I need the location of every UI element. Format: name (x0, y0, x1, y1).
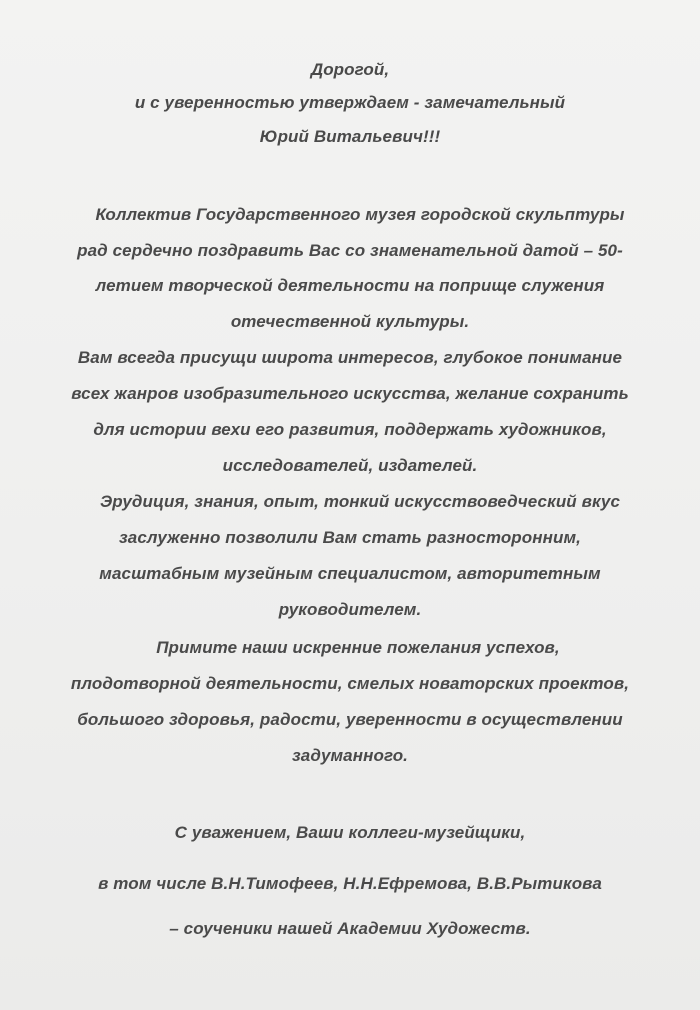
para2-line-4: исследователей, издателей. (222, 456, 478, 475)
para4-line-4: задуманного. (292, 746, 408, 765)
greeting-name: Юрий Витальевич!!! (259, 127, 441, 146)
para2-line-3: для истории вехи его развития, поддержать художников, (93, 420, 607, 439)
para1-line-2: рад сердечно поздравить Вас со знаменательной датой – 50- (77, 241, 623, 260)
para1-line-4: отечественной культуры. (230, 312, 470, 331)
greeting-line-1: Дорогой, (310, 60, 390, 79)
para4-line-1: Примите наши искренние пожелания успехов, (156, 638, 560, 657)
para3-line-3: масштабным музейным специалистом, авторитетным (99, 564, 601, 583)
greeting-line-2: и с уверенностью утверждаем - замечательный (134, 93, 566, 112)
para1-line-1: Коллектив Государственного музея городской скульптуры (95, 205, 625, 224)
signature-line-1: С уважением, Ваши коллеги-музейщики, (174, 823, 526, 842)
para3-line-2: заслуженно позволили Вам стать разносторонним, (119, 528, 581, 547)
signature-line-3: – соученики нашей Академии Художеств. (169, 919, 531, 938)
para1-line-3: летием творческой деятельности на поприще служения (95, 276, 605, 295)
para3-line-1: Эрудиция, знания, опыт, тонкий искусствоведческий вкус (99, 492, 621, 511)
para2-line-1: Вам всегда присущи широта интересов, глубокое понимание (77, 348, 623, 367)
para4-line-2: плодотворной деятельности, смелых новаторских проектов, (70, 674, 630, 693)
para2-line-2: всех жанров изобразительного искусства, желание сохранить (71, 384, 629, 403)
signature-line-2: в том числе В.Н.Тимофеев, Н.Н.Ефремова, В.В.Рытикова (98, 874, 602, 893)
para3-line-4: руководителем. (278, 600, 422, 619)
para4-line-3: большого здоровья, радости, уверенности в осуществлении (77, 710, 623, 729)
